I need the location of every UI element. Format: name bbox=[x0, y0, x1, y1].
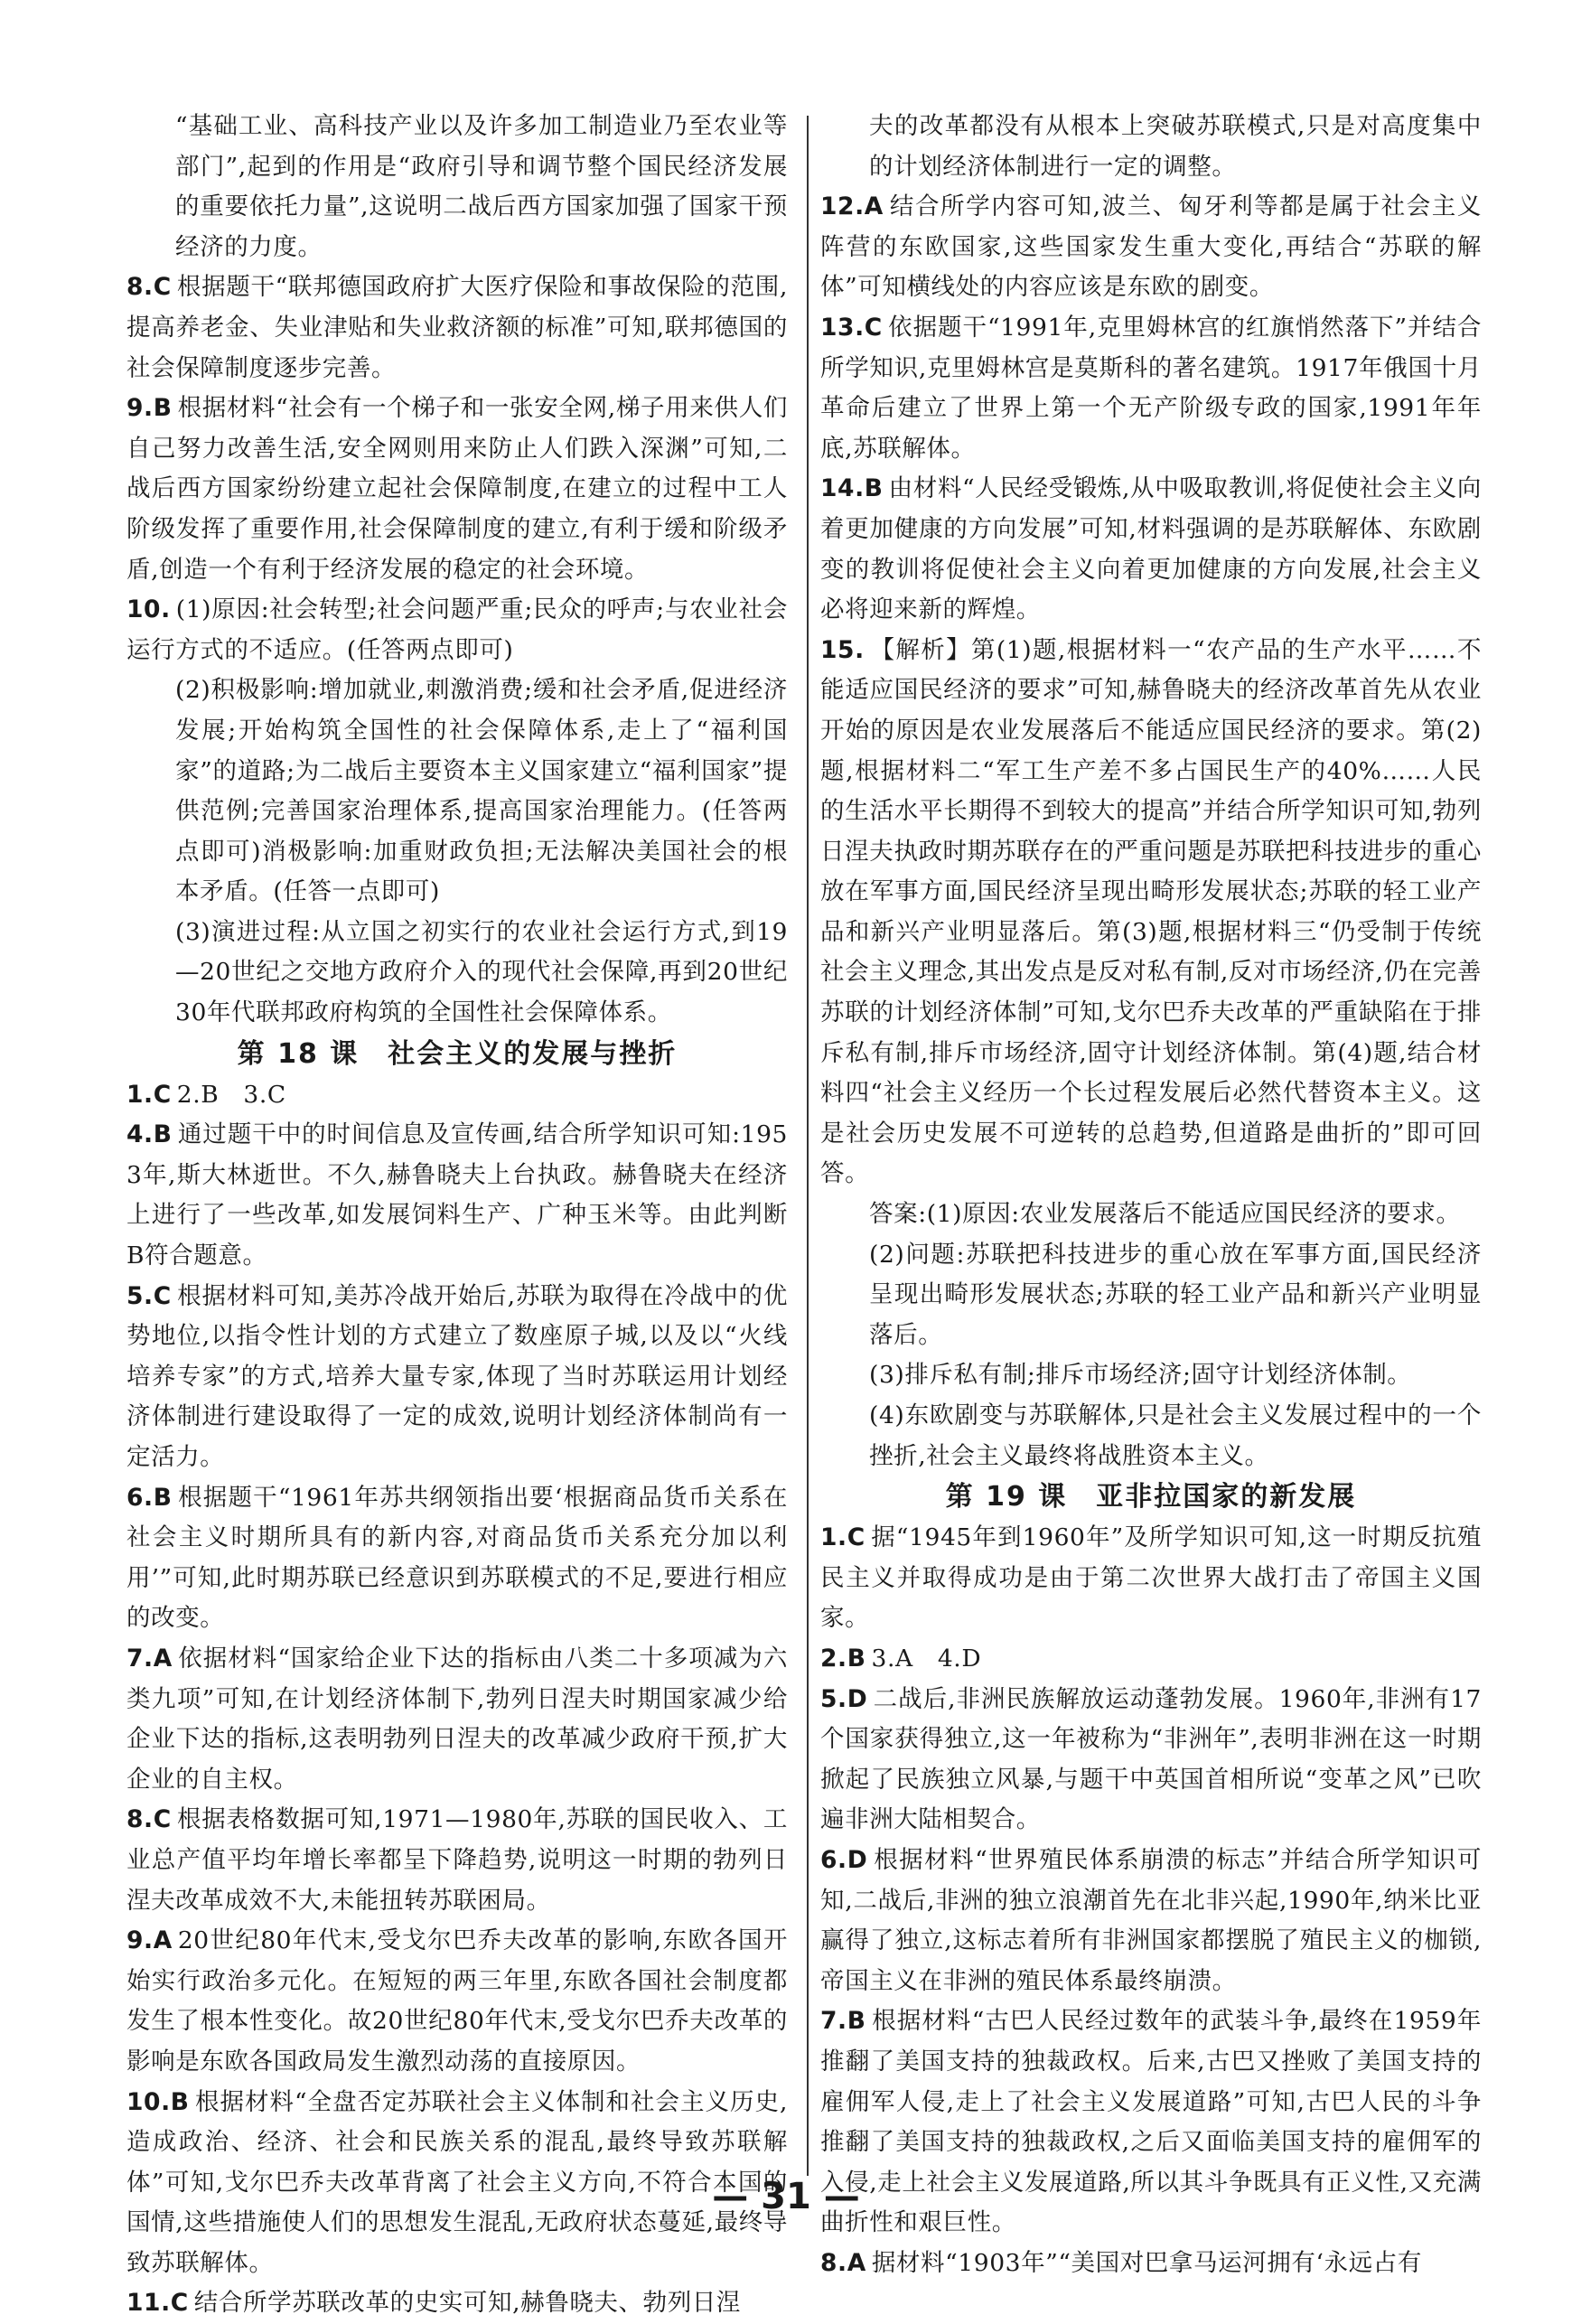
answer-number: 6.D bbox=[820, 1845, 868, 1874]
answer-number: 7.B bbox=[820, 2007, 866, 2036]
answer-text: 根据表格数据可知,1971—1980年,苏联的国民收入、工业总产值平均年增长率都呈下降趋势,说明这一时期的勃列日涅夫改革成效不大,未能扭转苏联困局。 bbox=[126, 1805, 788, 1915]
answer-number: 2.B bbox=[820, 1644, 866, 1673]
answer-number: 5.C bbox=[126, 1281, 172, 1310]
page-number: — 31 — bbox=[712, 2176, 860, 2217]
answer-continuation: “基础工业、高科技产业以及许多加工制造业乃至农业等部门”,起到的作用是“政府引导和调节整个国民经济发展的重要依托力量”,这说明二战后西方国家加强了国家干预经济的力度。 bbox=[175, 112, 788, 261]
answer-text: 根据材料“社会有一个梯子和一张安全网,梯子用来供人们自己努力改善生活,安全网则用来防止人们跌入深渊”可知,二战后西方国家纷纷建立起社会保障制度,在建立的过程中工人阶级发挥了重要作用,社会保障制度的建立,有利于缓和阶级矛盾,创造一个有利于经济发展的稳定的社会环境。 bbox=[126, 394, 788, 584]
answer-item bbox=[126, 1115, 788, 1276]
answer-item bbox=[126, 590, 788, 670]
answer-item bbox=[820, 308, 1482, 469]
answer-item bbox=[126, 1800, 788, 1921]
answer-text: 根据题干“联邦德国政府扩大医疗保险和事故保险的范围,提高养老金、失业津贴和失业救济额的标准”可知,联邦德国的社会保障制度逐步完善。 bbox=[126, 273, 788, 382]
answer-text: 3.A 4.D bbox=[871, 1644, 982, 1673]
answer-text: 根据材料“古巴人民经过数年的武装斗争,最终在1959年推翻了美国支持的独裁政权。后来,古巴又挫败了美国支持的雇佣军人侵,走上了社会主义发展道路”可知,古巴人民的斗争推翻了美国支持的独裁政权,之后又面临美国支持的雇佣军的入侵,走上社会主义发展道路,所以其斗争既具有正义性,又充满曲折性和艰巨性。 bbox=[820, 2007, 1482, 2237]
answer-continuation: 夫的改革都没有从根本上突破苏联模式,只是对高度集中的计划经济体制进行一定的调整。 bbox=[869, 112, 1482, 181]
answer-text: 由材料“人民经受锻炼,从中吸取教训,将促使社会主义向着更加健康的方向发展”可知,材料强调的是苏联解体、东欧剧变的教训将促使社会主义向着更加健康的方向发展,社会主义必将迎来新的辉煌。 bbox=[820, 474, 1482, 624]
answer-text: 依据题干“1991年,克里姆林宫的红旗悄然落下”并结合所学知识,克里姆林宫是莫斯科的著名建筑。1917年俄国十月革命后建立了世界上第一个无产阶级专政的国家,1991年年底,苏联解体。 bbox=[820, 313, 1482, 463]
answer-item bbox=[126, 1478, 788, 1639]
answer-continuation: (3)演进过程:从立国之初实行的农业社会运行方式,到19—20世纪之交地方政府介入的现代社会保障,再到20世纪30年代联邦政府构筑的全国性社会保障体系。 bbox=[175, 917, 788, 1027]
answer-text: (1)原因:社会转型;社会问题严重;民众的呼声;与农业社会运行方式的不适应。(任答两点即可) bbox=[126, 595, 788, 664]
answer-text: 20世纪80年代末,受戈尔巴乔夫改革的影响,东欧各国开始实行政治多元化。在短短的两三年里,东欧各国社会制度都发生了根本性变化。故20世纪80年代末,受戈尔巴乔夫改革的影响是东欧各国政局发生激烈动荡的直接原因。 bbox=[126, 1926, 788, 2076]
right-column bbox=[820, 107, 1482, 2283]
answer-number: 9.B bbox=[126, 394, 173, 423]
answer-item bbox=[820, 1841, 1482, 2001]
answer-item bbox=[820, 1680, 1482, 1841]
answer-continuation: (2)积极影响:增加就业,刺激消费;缓和社会矛盾,促进经济发展;开始构筑全国性的社会保障体系,走上了“福利国家”的道路;为二战后主要资本主义国家建立“福利国家”提供范例;完善国家治理体系,提高国家治理能力。(任答两点即可)消极影响:加重财政负担;无法解决美国社会的根本矛盾。(任答一点即可) bbox=[175, 676, 788, 906]
answer-number: 9.A bbox=[126, 1926, 173, 1955]
answer-text: 根据材料“全盘否定苏联社会主义体制和社会主义历史,造成政治、经济、社会和民族关系的混乱,最终导致苏联解体”可知,戈尔巴乔夫改革背离了社会主义方向,不符合本国的国情,这些措施使人们的思想发生混乱,无政府状态蔓延,最终导致苏联解体。 bbox=[126, 2087, 788, 2277]
answer-text: 根据材料“世界殖民体系崩溃的标志”并结合所学知识可知,二战后,非洲的独立浪潮首先在北非兴起,1990年,纳米比亚赢得了独立,这标志着所有非洲国家都摆脱了殖民主义的枷锁,帝国主义在非洲的殖民体系最终崩溃。 bbox=[820, 1845, 1482, 1995]
answer-item bbox=[126, 2283, 788, 2324]
answer-text: 根据题干“1961年苏共纲领指出要‘根据商品货币关系在社会主义时期所具有的新内容,对商品货币关系充分加以利用’”可知,此时期苏联已经意识到苏联模式的不足,要进行相应的改变。 bbox=[126, 1483, 788, 1633]
answer-item bbox=[820, 1518, 1482, 1639]
answer-continuation: (2)问题:苏联把科技进步的重心放在军事方面,国民经济呈现出畸形发展状态;苏联的轻工业产品和新兴产业明显落后。 bbox=[869, 1240, 1482, 1349]
answer-number: 8.C bbox=[126, 1805, 172, 1834]
column-divider bbox=[807, 116, 809, 2176]
lesson-heading: 第 19 课 亚非拉国家的新发展 bbox=[945, 1481, 1357, 1513]
answer-text: 结合所学苏联改革的史实可知,赫鲁晓夫、勃列日涅 bbox=[193, 2289, 742, 2318]
answer-continuation: (4)东欧剧变与苏联解体,只是社会主义发展过程中的一个挫折,社会主义最终将战胜资本主义。 bbox=[869, 1401, 1482, 1470]
answer-text: 结合所学内容可知,波兰、匈牙利等都是属于社会主义阵营的东欧国家,这些国家发生重大变化,再结合“苏联的解体”可知横线处的内容应该是东欧的剧变。 bbox=[820, 192, 1482, 302]
answer-number: 1.C bbox=[820, 1523, 866, 1552]
answer-item bbox=[126, 389, 788, 590]
answer-number: 6.B bbox=[126, 1483, 173, 1512]
left-column bbox=[126, 107, 788, 2324]
answer-text: 二战后,非洲民族解放运动蓬勃发展。1960年,非洲有17个国家获得独立,这一年被称为“非洲年”,表明非洲在这一时期掀起了民族独立风暴,与题干中英国首相所说“变革之风”已吹遍非洲大陆相契合。 bbox=[820, 1684, 1482, 1834]
answer-item bbox=[820, 187, 1482, 308]
answer-continuation: 答案:(1)原因:农业发展落后不能适应国民经济的要求。 bbox=[869, 1200, 1461, 1229]
answer-text: 根据材料可知,美苏冷战开始后,苏联为取得在冷战中的优势地位,以指令性计划的方式建立了数座原子城,以及以“火线培养专家”的方式,培养大量专家,体现了当时苏联运用计划经济体制进行建设取得了一定的成效,说明计划经济体制尚有一定活力。 bbox=[126, 1281, 788, 1471]
answer-number: 10. bbox=[126, 595, 171, 624]
answer-number: 7.A bbox=[126, 1644, 173, 1673]
answer-number: 8.A bbox=[820, 2248, 866, 2277]
lesson-heading: 第 18 课 社会主义的发展与挫折 bbox=[237, 1037, 678, 1070]
answer-number: 5.D bbox=[820, 1684, 868, 1713]
answer-text: 依据材料“国家给企业下达的指标由八类二十多项减为六类九项”可知,在计划经济体制下,勃列日涅夫时期国家减少给企业下达的指标,这表明勃列日涅夫的改革减少政府干预,扩大企业的自主权。 bbox=[126, 1644, 788, 1794]
answer-number: 15. bbox=[820, 635, 865, 664]
answer-item bbox=[126, 267, 788, 389]
answer-text: 据“1945年到1960年”及所学知识可知,这一时期反抗殖民主义并取得成功是由于第二次世界大战打击了帝国主义国家。 bbox=[820, 1523, 1482, 1633]
answer-item bbox=[126, 1075, 788, 1116]
answer-continuation: (3)排斥私有制;排斥市场经济;固守计划经济体制。 bbox=[869, 1361, 1412, 1390]
answer-number: 12.A bbox=[820, 192, 884, 221]
answer-item bbox=[820, 469, 1482, 630]
answer-number: 13.C bbox=[820, 313, 883, 342]
answer-number: 1.C bbox=[126, 1080, 172, 1109]
answer-text: 通过题干中的时间信息及宣传画,结合所学知识可知:1953年,斯大林逝世。不久,赫鲁晓夫上台执政。赫鲁晓夫在经济上进行了一些改革,如发展饲料生产、广种玉米等。由此判断B符合题意。 bbox=[126, 1120, 788, 1270]
answer-number: 8.C bbox=[126, 273, 172, 302]
answer-number: 4.B bbox=[126, 1120, 173, 1149]
answer-number: 10.B bbox=[126, 2087, 190, 2116]
answer-item bbox=[126, 1639, 788, 1800]
answer-number: 14.B bbox=[820, 474, 884, 503]
answer-text: 据材料“1903年”“美国对巴拿马运河拥有‘永远占有 bbox=[871, 2248, 1422, 2277]
answer-text: 【解析】第(1)题,根据材料一“农产品的生产水平……不能适应国民经济的要求”可知,赫鲁晓夫的经济改革首先从农业开始的原因是农业发展落后不能适应国民经济的要求。第(2)题,根据材料二“军工生产差不多占国民生产的40%……人民的生活水平长期得不到较大的提高”并结合所学知识可知,勃列日涅夫执政时期苏联存在的严重问题是苏联把科技进步的重心放在军事方面,国民经济呈现出畸形发展状态;苏联的轻工业产品和新兴产业明显落后。第(3)题,根据材料三“仍受制于传统社会主义理念,其出发点是反对私有制,反对市场经济,仍在完善苏联的计划经济体制”可知,戈尔巴乔夫改革的严重缺陷在于排斥私有制,排斥市场经济,固守计划经济体制。第(4)题,结合材料四“社会主义经历一个长过程发展后必然代替资本主义。这是社会历史发展不可逆转的总趋势,但道路是曲折的”即可回答。 bbox=[820, 635, 1482, 1188]
answer-item bbox=[820, 2244, 1482, 2284]
answer-text: 2.B 3.C bbox=[176, 1080, 286, 1109]
answer-item bbox=[126, 1277, 788, 1478]
answer-item bbox=[820, 1639, 1482, 1680]
answer-item bbox=[820, 631, 1482, 1195]
answer-number: 11.C bbox=[126, 2289, 189, 2318]
answer-item bbox=[126, 1921, 788, 2082]
